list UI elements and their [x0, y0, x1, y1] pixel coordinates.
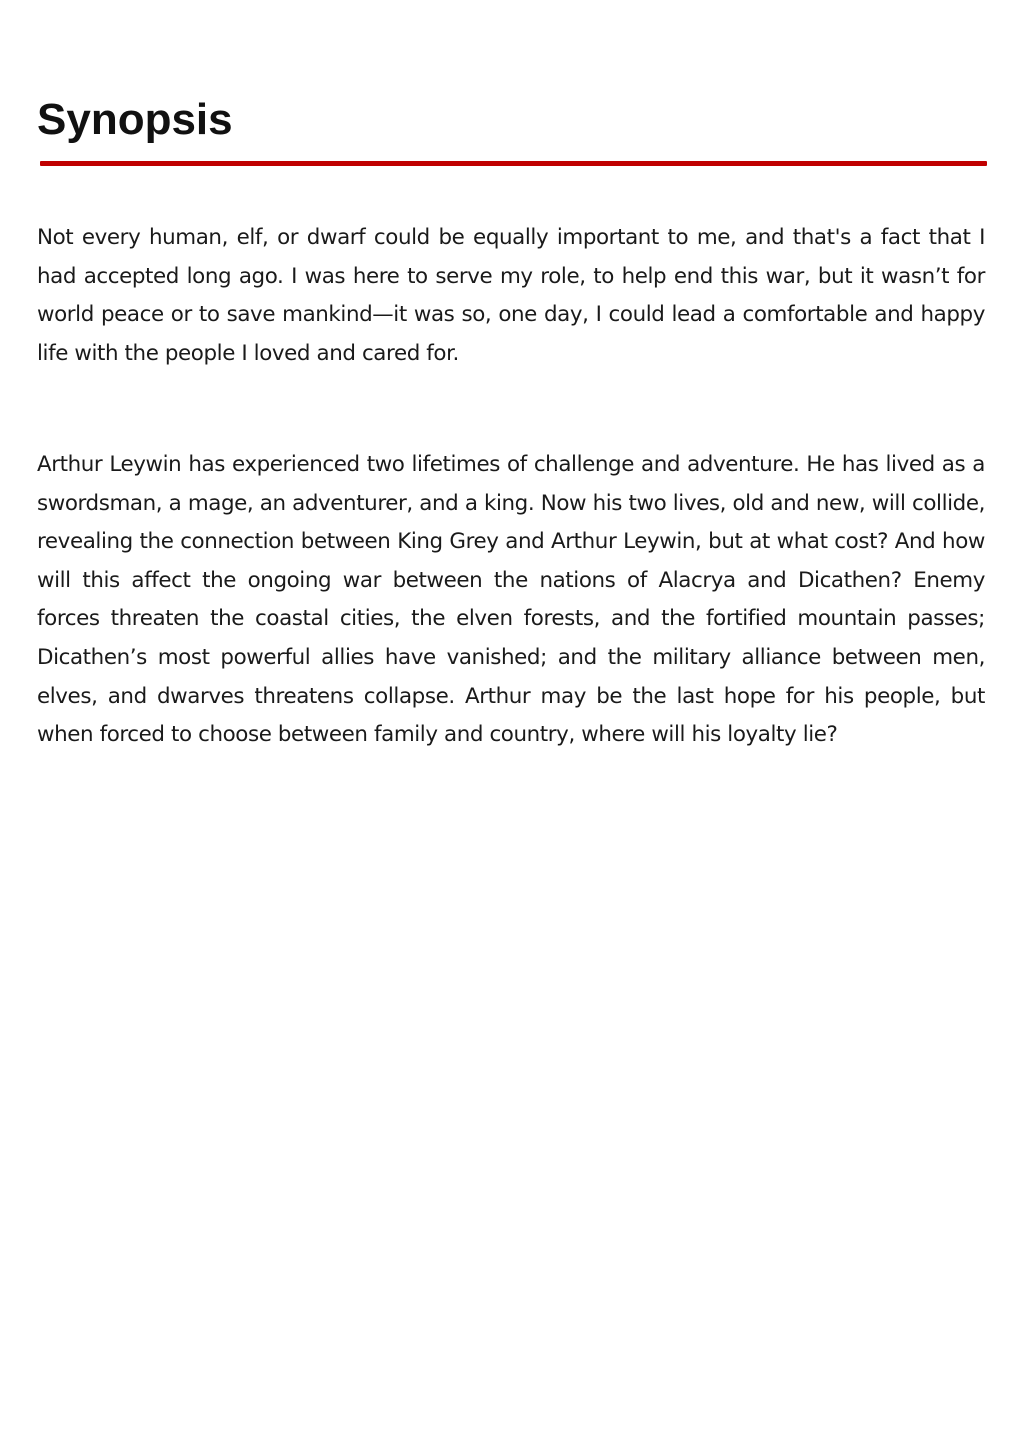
page-title: Synopsis	[37, 95, 233, 144]
synopsis-paragraph-quote: Not every human, elf, or dwarf could be equally important to me, and that's a fact that I had accepted long ago. I was here to serve my role, to help end this war, but it wasn’t for world peace or to save mankind—it was so, one day, I could lead a comfortable and happy life with the people I loved and cared for.	[37, 225, 985, 366]
synopsis-paragraph-summary: Arthur Leywin has experienced two lifetimes of challenge and adventure. He has lived as a swordsman, a mage, an adventurer, and a king. Now his two lives, old and new, will collide, revealing the connection between King Grey and Arthur Leywin, but at what cost? And how will this affect the ongoing war between the nations of Alacrya and Dicathen? Enemy forces threaten the coastal cities, the elven forests, and the fortified mountain passes; Dicathen’s most powerful allies have vanished; and the military alliance between men, elves, and dwarves threatens collapse. Arthur may be the last hope for his people, but when forced to choose between family and country, where will his loyalty lie?	[37, 452, 985, 748]
title-underline-divider	[40, 161, 987, 166]
